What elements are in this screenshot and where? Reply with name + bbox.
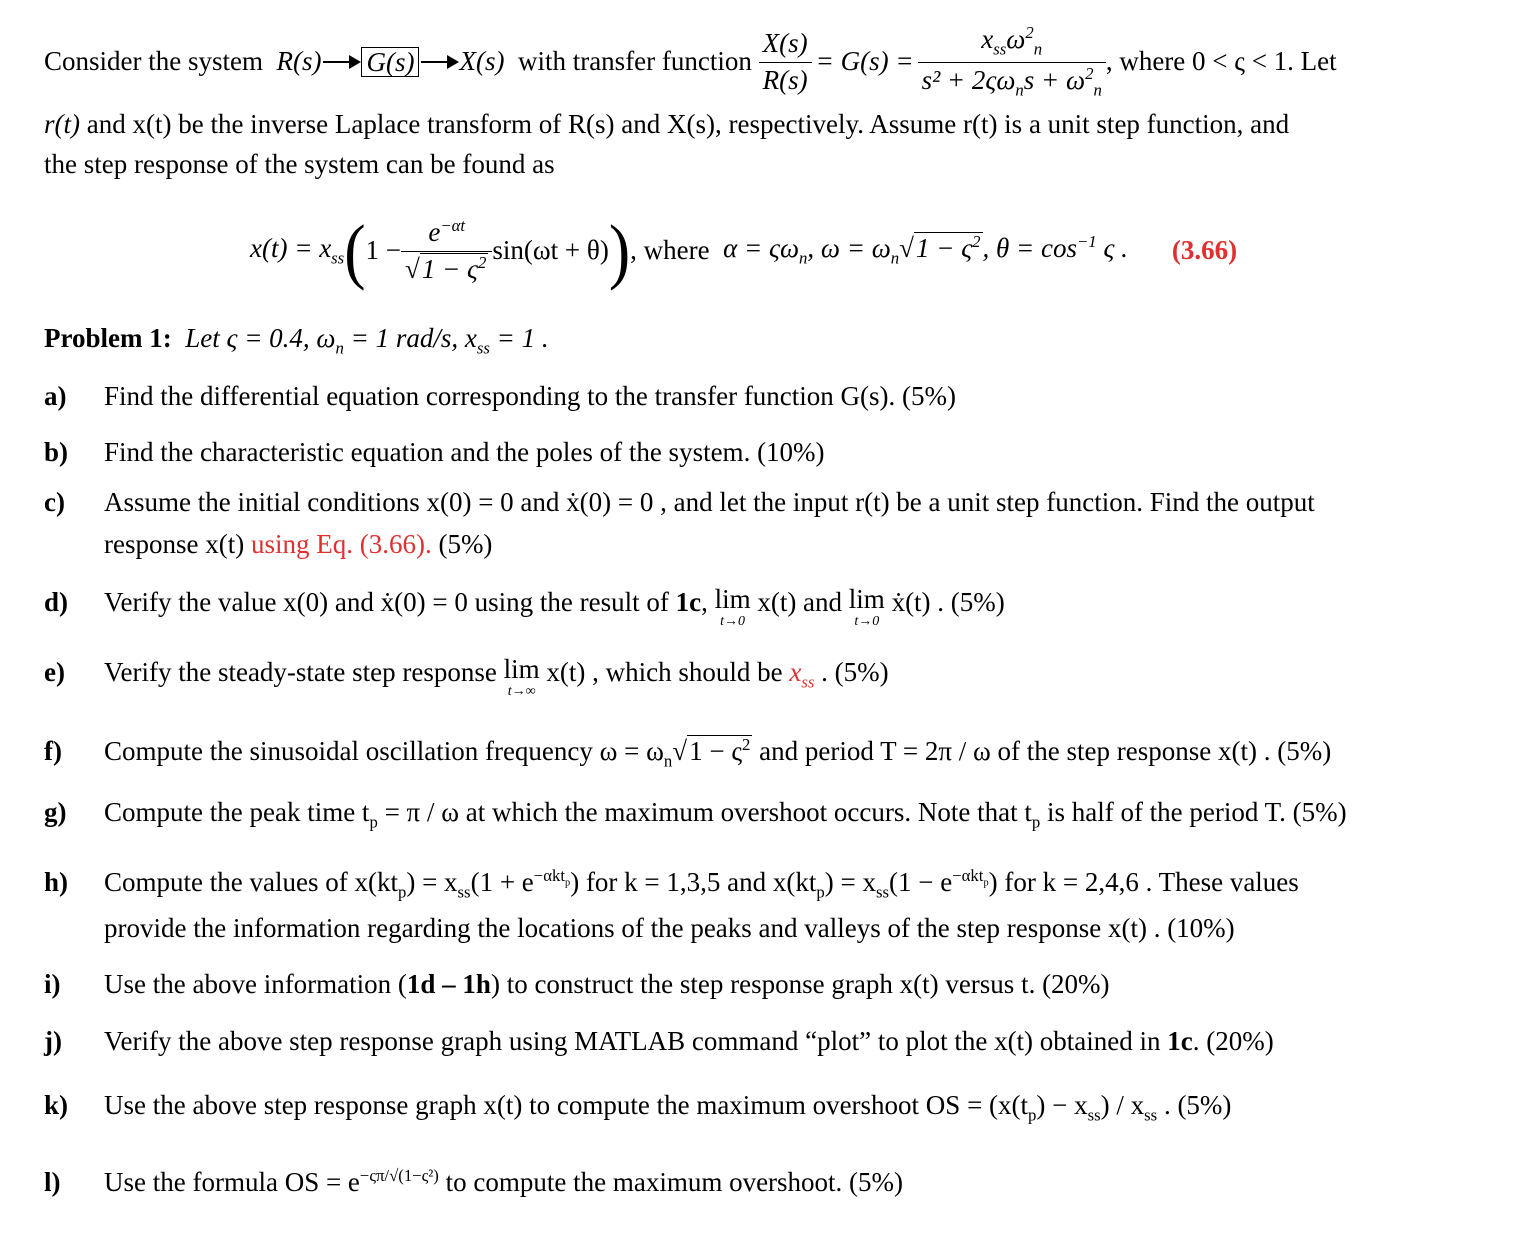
- intro-with-tf: with transfer function: [517, 46, 752, 77]
- G-block: G(s): [361, 47, 419, 77]
- item-label: h): [44, 867, 69, 897]
- item-l: Use the formula OS = $e^{-\varsigma\pi/√(1-\varsigma^2)}$ to compute the maximum overshoot. (5%): [104, 1166, 904, 1197]
- item-label: c): [44, 487, 65, 517]
- item-label: j): [44, 1026, 62, 1056]
- item-d: Verify the value x(0) and ẋ(0) = 0 using the result of 1c, lim t→0 x(t) and lim t→0 ẋ(t) . (5%): [104, 584, 1005, 629]
- item-label: l): [44, 1167, 61, 1197]
- item-label: b): [44, 437, 69, 467]
- item-g: Compute the peak time $t_p = \pi / \omega$ at which the maximum overshoot occurs. Note that $t_p$ is half of the period T. (5%): [104, 797, 1347, 832]
- item-i: Use the above information (1d – 1h) to construct the step response graph x(t) versus t. (20%): [104, 969, 1110, 999]
- transfer-ratio: $\frac{X(s)}{R(s)}$: [759, 27, 812, 98]
- decay-fraction: $\frac{e^{-\alpha t}}{√1 - \varsigma^2}$: [401, 216, 492, 287]
- transfer-function: $\frac{x_{ss}\omega^2_n}{s^2 + 2\varsigma\omega_ns + \omega^2_n}$: [918, 23, 1106, 101]
- intro-line-3: the step response of the system can be found as: [44, 149, 555, 179]
- input-R: R(s): [276, 46, 322, 77]
- item-c-line2: response x(t) using Eq. (3.66). (5%): [104, 529, 493, 559]
- equation-3-66: $x(t) = x_{ss}$ ( 1 − $\frac{e^{-\alpha t}}{√1 - \varsigma^2}$ sin(ωt + θ) ) , where $\alpha = \varsigma\omega_n$, $\omega = \omega_n√1 - \varsigma^2$, $\theta = \cos^{-1} \varsigma$ . (3.66): [250, 209, 1238, 292]
- item-h-line2: provide the information regarding the locations of the peaks and valleys of the step response x(t) . (10%): [104, 913, 1235, 943]
- item-c: Assume the initial conditions x(0) = 0 and ẋ(0) = 0 , and let the input r(t) be a unit step function. Find the output: [104, 487, 1315, 517]
- item-a: Find the differential equation corresponding to the transfer function G(s). (5%): [104, 381, 957, 411]
- item-b: Find the characteristic equation and the poles of the system. (10%): [104, 437, 825, 467]
- item-k: Use the above step response graph x(t) to compute the maximum overshoot OS = $(x(t_p) - x_{ss}) / x_{ss}$ . (5%): [104, 1090, 1232, 1125]
- eq-G: = G(s) =: [815, 46, 914, 77]
- output-X: X(s): [459, 46, 505, 77]
- item-e: Verify the steady-state step response lim t→∞ x(t) , which should be $x_{ss}$ . (5%): [104, 654, 889, 699]
- item-label: d): [44, 587, 69, 617]
- item-h: Compute the values of $x(kt_p) = x_{ss}(1 + e^{-\alpha kt_p})$ for k = 1,3,5 and $x(kt_p) = x_{ss}(1 - e^{-\alpha kt_p})$ for k = 2,4,6 . These values: [104, 866, 1299, 902]
- intro-where: , where 0 < ς < 1. Let: [1105, 46, 1337, 77]
- item-label: f): [44, 736, 62, 766]
- item-label: k): [44, 1090, 69, 1120]
- intro-line-2: r(t) and x(t) be the inverse Laplace transform of R(s) and X(s), respectively. Assume r(t) is a unit step function, and: [44, 109, 1290, 139]
- intro-line-1: [44, 23, 1337, 99]
- item-label: g): [44, 797, 67, 827]
- arrow-icon: [323, 61, 359, 63]
- item-f: Compute the sinusoidal oscillation frequency $\omega = \omega_n√1 - \varsigma^2$ and period T = 2π / ω of the step response x(t) . (5%): [104, 735, 1332, 771]
- item-label: i): [44, 969, 61, 999]
- intro-consider: Consider the system: [44, 46, 263, 77]
- equation-tag: (3.66): [1171, 235, 1238, 266]
- item-label: a): [44, 381, 67, 411]
- arrow-icon: [421, 61, 457, 63]
- problem-header: Problem 1: Let ς = 0.4, $\omega_n = 1$ rad/s, $x_{ss} = 1$ .: [44, 323, 549, 358]
- item-label: e): [44, 657, 65, 687]
- item-j: Verify the above step response graph using MATLAB command “plot” to plot the x(t) obtained in 1c. (20%): [104, 1026, 1274, 1056]
